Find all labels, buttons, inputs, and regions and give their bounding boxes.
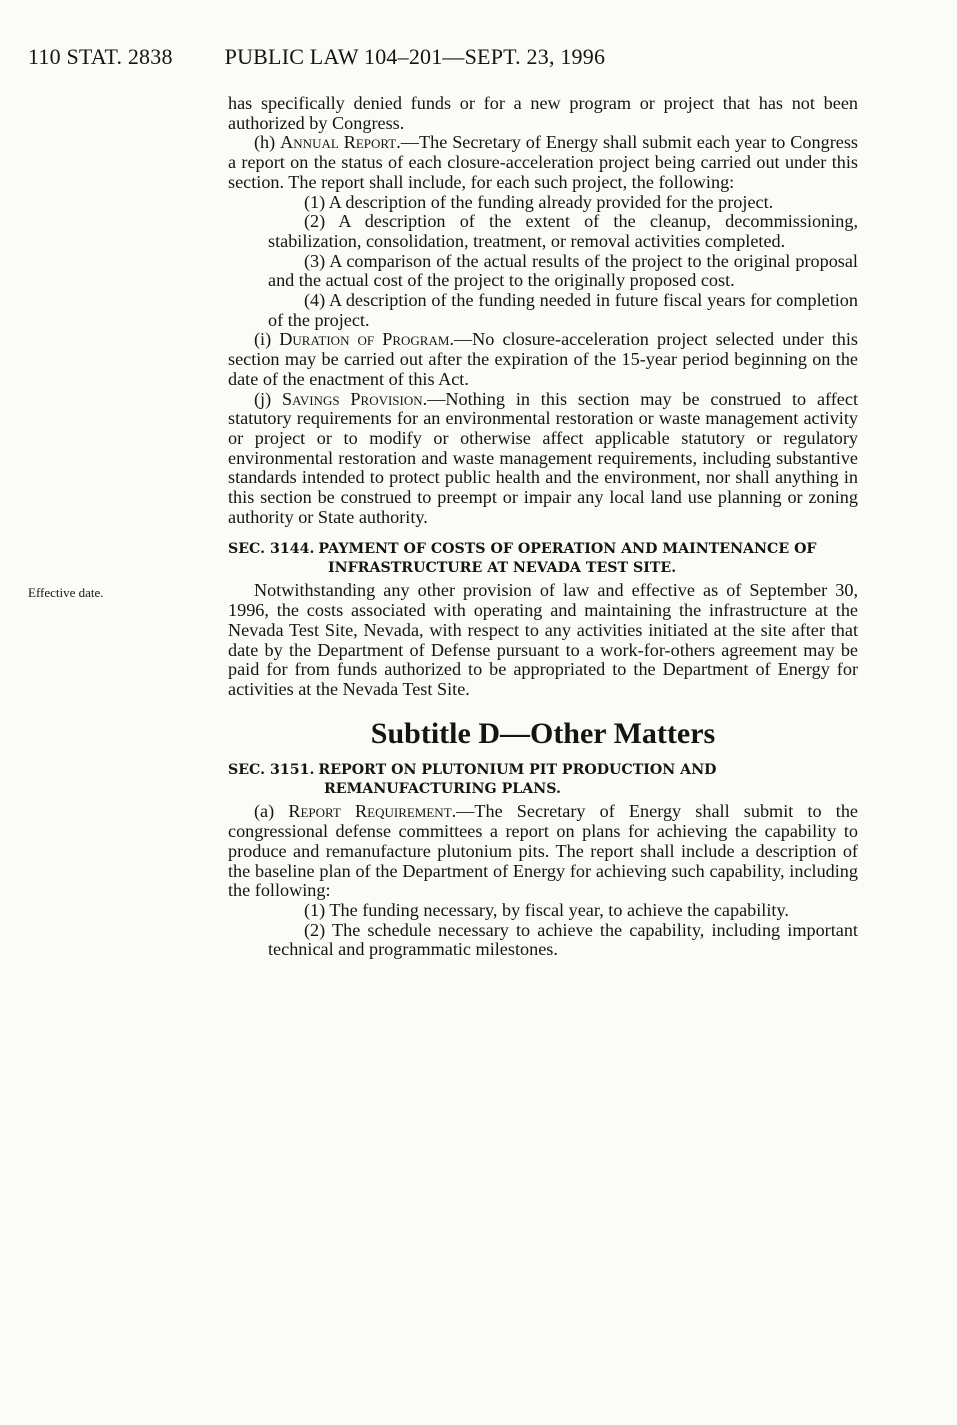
subsection-h-item-3: (3) A comparison of the actual results of the project to the original proposal and the actual cost of the project to the originally proposed cost. <box>268 250 858 291</box>
effective-date-margin-note: Effective date. <box>28 585 104 601</box>
subsection-j-heading: Savings Provision <box>282 388 423 409</box>
subsection-i-heading: Duration of Program <box>279 329 450 350</box>
subsection-h-item-2: (2) A description of the extent of the cleanup, decommissioning, stabilization, consolidation, treatment, or removal activities completed. <box>268 211 858 251</box>
subsection-a-item-1: (1) The funding necessary, by fiscal year, to achieve the capability. <box>304 899 789 920</box>
subsection-h-marker: (h) <box>254 132 281 153</box>
section-3151-heading <box>228 761 858 799</box>
subsection-h <box>228 133 858 192</box>
subsection-i <box>228 330 858 389</box>
subsection-i-marker: (i) <box>254 329 280 350</box>
subsection-i-text: .—No closure-acceleration project selected under this section may be carried out after the expiration of the 15-year period beginning on the date of the enactment of this Act. <box>228 329 858 389</box>
continued-paragraph: has specifically denied funds or for a new program or project that has not been authorized by Congress. <box>228 93 858 133</box>
subsection-h-text: .—The Secretary of Energy shall submit each year to Congress a report on the status of each closure-acceleration project being carried out under this section. The report shall include, for each such project, the following: <box>228 132 858 192</box>
subsection-j-marker: (j) <box>254 388 283 409</box>
subsection-a-marker: (a) <box>254 801 289 822</box>
section-3144-text: Notwithstanding any other provision of law and effective as of September 30, 1996, the costs associated with operating and maintaining the infrastructure at the Nevada Test Site, Nevada, with respect to any activities initiated at the site after that date by the Department of Defense pursuant to a work-for-others agreement may be paid for from funds authorized to be appropriated to the Department of Energy for activities at the Nevada Test Site. <box>228 580 858 699</box>
subsection-h-item-4: (4) A description of the funding needed in future fiscal years for completion of the project. <box>268 290 858 330</box>
subsection-j <box>228 390 858 528</box>
page-body <box>28 93 859 960</box>
subsection-a-heading: Report Requirement <box>288 801 452 822</box>
subtitle-heading: Subtitle D—Other Matters <box>370 716 716 750</box>
section-3144-body <box>28 580 858 699</box>
subsection-a-text: .—The Secretary of Energy shall submit to the congressional defense committees a report on plans for achieving the capability to produce and remanufacture plutonium pits. The report shall include a description of the baseline plan of the Department of Energy for achieving such capability, including the following: <box>228 801 858 901</box>
running-head <box>28 44 605 70</box>
section-3151-number: SEC. 3151. <box>228 762 315 779</box>
section-3144-title: PAYMENT OF COSTS OF OPERATION AND MAINTENANCE OF INFRASTRUCTURE AT NEVADA TEST SITE. <box>318 541 817 577</box>
section-3144-heading <box>228 540 858 578</box>
subsection-h-item-1: (1) A description of the funding already provided for the project. <box>304 191 774 212</box>
section-3151-title: REPORT ON PLUTONIUM PIT PRODUCTION AND REMANUFACTURING PLANS. <box>318 762 717 798</box>
subsection-a-item-2: (2) The schedule necessary to achieve the capability, including important technical and programmatic milestones. <box>268 919 858 960</box>
subsection-h-heading: Annual Report <box>280 132 397 153</box>
page-citation: 110 STAT. 2838 <box>28 44 173 69</box>
subsection-j-text: .—Nothing in this section may be construed to affect statutory requirements for an environmental restoration or waste management activity or project or to modify or otherwise affect applicable statutory or regulatory environmental restoration and waste management requirements, including substantive standards intended to protect public health and the environment, nor shall anything in this section be construed to preempt or impair any local land use planning or zoning authority or State authority. <box>228 388 859 527</box>
law-citation: PUBLIC LAW 104–201—SEPT. 23, 1996 <box>224 44 606 69</box>
subsection-a <box>228 802 858 901</box>
section-3144-number: SEC. 3144. <box>228 541 315 558</box>
